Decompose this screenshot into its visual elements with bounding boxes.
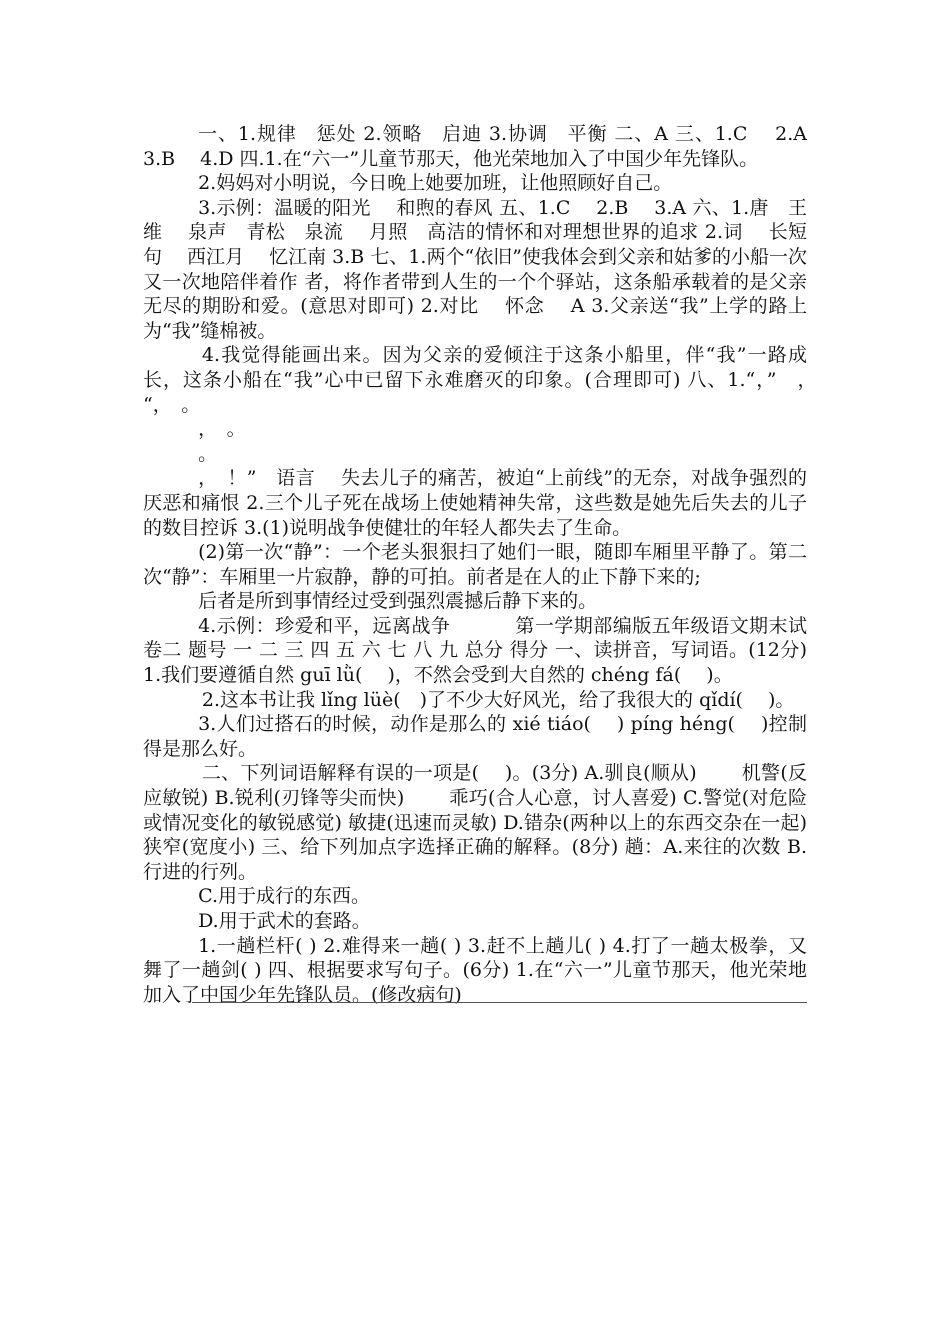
answer-blank-line[interactable] bbox=[192, 1002, 807, 1003]
paragraph-11: 2.这本书让我 lǐng lüè( )了不少大好风光，给了我很大的 qǐdí( )。 bbox=[201, 688, 795, 711]
final-question-block bbox=[143, 934, 807, 1008]
paragraph-7: ， ！” 语言 失去儿子的痛苦，被迫“上前线”的无奈，对战争强烈的厌恶和痛恨 2.三个儿子死在战场上使她精神失常，这些数是她先后失去的儿子的数目控诉 3.(1)说明战争使健壮的年轻人都失去了生命。 bbox=[143, 467, 807, 539]
paragraph-14: C.用于成行的东西。 bbox=[198, 885, 370, 908]
paragraph-16: 1.一趟栏杆( ) 2.难得来一趟( ) 3.赶不上趟儿( ) 4.打了一趟太极拳，又舞了一趟剑( ) 四、根据要求写句子。(6分) 1.在“六一”儿童节那天，他光荣地加入了中国少年先锋队员。(修改病句) bbox=[143, 934, 807, 1006]
paragraph-13: 二、下列词语解释有误的一项是( )。(3分) A.驯良(顺从) 机警(反应敏锐) B.锐利(刃锋等尖而快) 乖巧(合人心意，讨人喜爱) C.警觉(对危险或情况变化的敏锐感觉) 敏捷(迅速而灵敏) D.错杂(两种以上的东西交杂在一起) 狭窄(宽度小) 三、给下列加点字选择正确的解释。(8分) 趟：A.来往的次数 B.行进的行列。 bbox=[143, 762, 833, 883]
paragraph-6: 。 bbox=[198, 442, 218, 465]
paragraph-12: 3.人们过搭石的时候，动作是那么的 xié tiáo( ) píng héng( )控制得是那么好。 bbox=[143, 713, 807, 760]
paragraph-1: 一、1.规律 惩处 2.领略 启迪 3.协调 平衡 二、A 三、1.C 2.A 3.B 4.D 四.1.在“六一”儿童节那天，他光荣地加入了中国少年先锋队。 bbox=[143, 123, 827, 170]
paragraph-4: 4.我觉得能画出来。因为父亲的爱倾注于这条小船里，伴“我”一路成长，这条小船在“我”心中已留下永难磨灭的印象。(合理即可) 八、1.“，” ， “， 。 bbox=[143, 344, 827, 416]
paragraph-8: (2)第一次“静”：一个老头狠狠扫了她们一眼，随即车厢里平静了。第二次“静”：车厢里一片寂静，静的可拍。前者是在人的止下静下来的; bbox=[143, 541, 807, 588]
answer-document bbox=[143, 122, 833, 1007]
paragraph-9: 后者是所到事情经过受到强烈震撼后静下来的。 bbox=[198, 590, 598, 613]
paragraph-10: 4.示例：珍爱和平，远离战争 第一学期部编版五年级语文期末试卷二 题号 一 二 三 四 五 六 七 八 九 总分 得分 一、读拼音，写词语。(12分) 1.我们要遵循自然 guī lǜ( )，不然会受到大自然的 chéng fá( )。 bbox=[143, 614, 814, 687]
paragraph-2: 2.妈妈对小明说，今日晚上她要加班，让他照顾好自己。 bbox=[198, 172, 673, 195]
paragraph-3: 3.示例：温暖的阳光 和煦的春风 五、1.C 2.B 3.A 六、1.唐 王维 泉声 青松 泉流 月照 高洁的情怀和对理想世界的追求 2.词 长短句 西江月 忆江南 3.B 七、1.两个“依旧”使我体会到父亲和姑爹的小船一次又一次地陪伴着作 者，将作者带到人生的一个个驿站，这条船承载着的是父亲无尽的期盼和爱。(意思对即可) 2.对比 怀念 A 3.父亲送“我”上学的路上为“我”缝棉被。 bbox=[143, 196, 807, 342]
paragraph-15: D.用于武术的套路。 bbox=[198, 910, 371, 932]
paragraph-5: ， 。 bbox=[198, 418, 246, 441]
